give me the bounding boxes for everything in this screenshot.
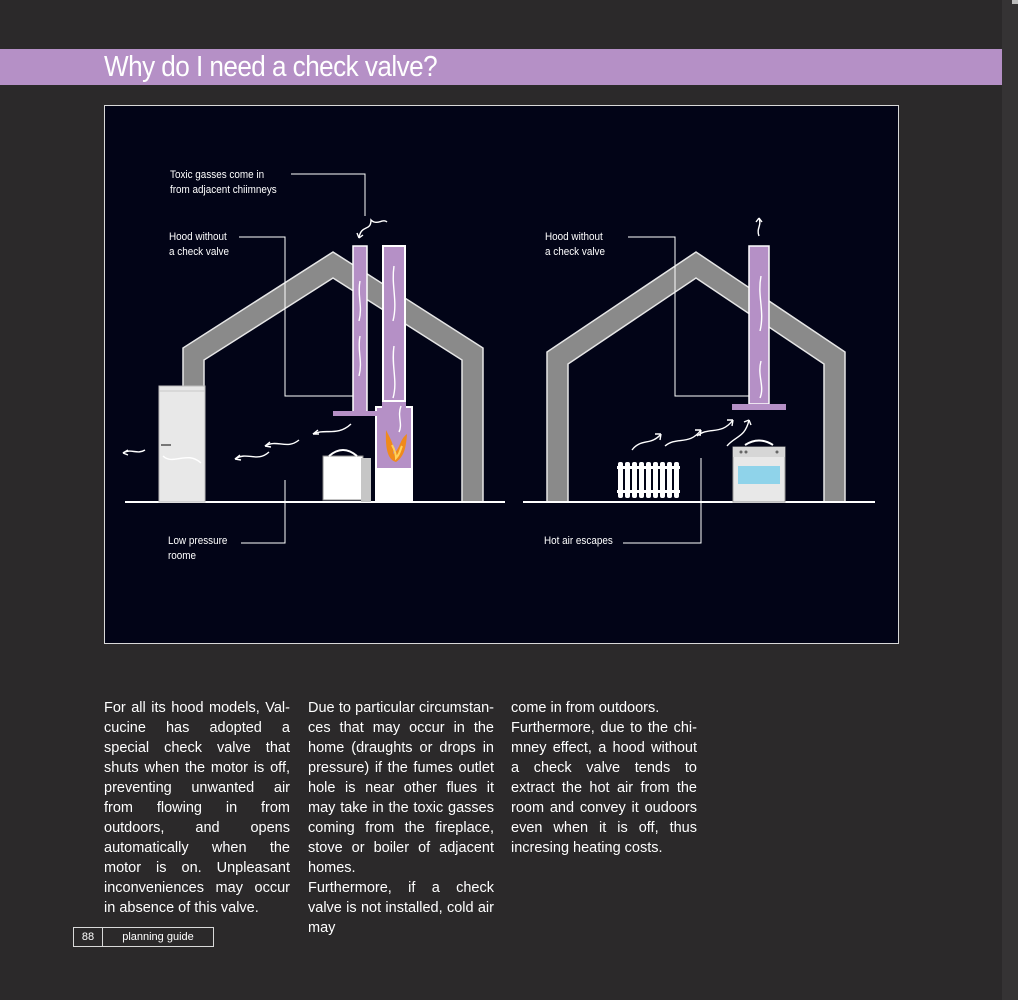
label-right-hood-without-valve: Hood without a check valve: [545, 231, 605, 258]
body-paragraph: Furthermore, due to the chimney effect, a hood without a check valve tends to extract the hot air from the room and convey it oudoors even when it is off, thus incresing heating costs.: [511, 720, 697, 856]
body-paragraph: Furthermore, if a check valve is not installed, cold air may: [308, 880, 494, 936]
leader-lines: [239, 174, 749, 543]
right-house-walls: [547, 252, 845, 502]
right-cooker: [733, 441, 785, 503]
body-column-3: [511, 698, 697, 858]
left-hood: [333, 411, 379, 416]
title-bar: [0, 49, 1002, 85]
left-cooker: [323, 450, 371, 502]
check-valve-illustration: [104, 105, 899, 644]
section-name: planning guide: [122, 931, 194, 943]
label-low-pressure-room: Low pressure roome: [168, 535, 228, 562]
spine-mark: [1012, 0, 1018, 4]
body-paragraph: For all its hood models, Valcucine has adopted a special check valve that shuts when the motor is off, preventing unwanted air from flowing in from outdoors, and opens automatically when the motor is on. Unpleasant inconveniences may occur in absence of this valve.: [104, 700, 290, 916]
page-footer: [73, 927, 214, 947]
page-spine: [1002, 0, 1018, 1000]
label-hot-air-escapes: Hot air escapes: [544, 535, 613, 547]
label-toxic-gasses: Toxic gasses come in from adjacent chiimneys: [170, 169, 277, 196]
body-paragraph: come in from outdoors.: [511, 700, 660, 716]
right-hood: [732, 404, 786, 410]
right-house: [523, 218, 875, 502]
right-radiator: [617, 462, 680, 498]
label-left-hood-without-valve: Hood without a check valve: [169, 231, 229, 258]
left-refrigerator: [159, 386, 205, 502]
page-number: 88: [74, 928, 103, 946]
body-column-1: [104, 698, 290, 918]
page-title: Why do I need a check valve?: [104, 51, 438, 83]
body-column-2: [308, 698, 494, 938]
left-house: [123, 220, 505, 502]
body-paragraph: Due to particular circumstances that may occur in the home (draughts or drops in pressure) if the fumes outlet hole is near other flues it may take in the toxic gasses coming from the fireplace, stove or boiler of adjacent homes.: [308, 700, 494, 876]
